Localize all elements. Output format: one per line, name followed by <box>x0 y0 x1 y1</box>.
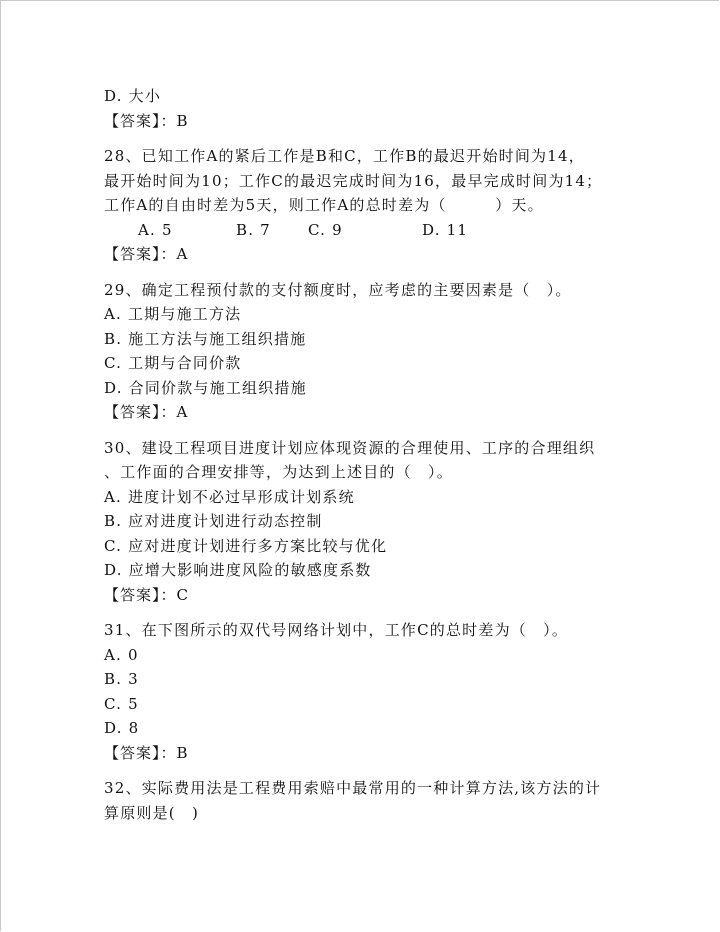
q31-option-b: B. 3 <box>104 670 139 688</box>
question-29 <box>104 278 664 425</box>
q30-stem-line-2: 、工作面的合理安排等，为达到上述目的（ ）。 <box>104 463 453 481</box>
q28-stem-line-1: 28、已知工作A的紧后工作是B和C，工作B的最迟开始时间为14， <box>104 147 585 165</box>
q32-stem-line-2: 算原则是( ) <box>104 803 200 822</box>
q28-option-c: C. 9 <box>308 220 343 239</box>
q30-option-a: A. 进度计划不必过早形成计划系统 <box>104 487 355 506</box>
q31-answer: 【答案】：B <box>104 743 189 762</box>
prev-option-d: D. 大小 <box>104 87 162 105</box>
q29-option-d: D. 合同价款与施工组织措施 <box>104 378 307 397</box>
q28-stem-line-2: 最开始时间为10；工作C的最迟完成时间为16，最早完成时间为14； <box>104 171 603 190</box>
q28-answer: 【答案】：A <box>104 245 189 263</box>
q28-stem-line-3: 工作A的自由时差为5天，则工作A的总时差为（ ）天。 <box>104 196 544 214</box>
q31-option-c: C. 5 <box>104 694 139 713</box>
q28-option-a: A. 5 <box>138 220 173 239</box>
q29-answer: 【答案】：A <box>104 403 189 421</box>
q29-stem: 29、确定工程预付款的支付额度时，应考虑的主要因素是（ ）。 <box>104 280 572 299</box>
q30-option-d: D. 应增大影响进度风险的敏感度系数 <box>104 561 372 579</box>
q28-option-b: B. 7 <box>236 220 271 239</box>
q31-stem: 31、在下图所示的双代号网络计划中，工作C的总时差为（ ）。 <box>104 621 569 639</box>
q31-option-a: A. 0 <box>104 645 139 664</box>
q30-option-c: C. 应对进度计划进行多方案比较与优化 <box>104 536 388 555</box>
q29-option-a: A. 工期与施工方法 <box>104 305 242 323</box>
q30-option-b: B. 应对进度计划进行动态控制 <box>104 512 323 530</box>
question-31 <box>104 618 664 765</box>
q30-answer: 【答案】：C <box>104 585 189 604</box>
prev-answer: 【答案】：B <box>104 111 189 130</box>
q30-stem-line-1: 30、建设工程项目进度计划应体现资源的合理使用、工序的合理组织 <box>104 438 596 457</box>
q32-stem-line-1: 32、实际费用法是工程费用索赔中最常用的一种计算方法,该方法的计 <box>104 779 602 797</box>
q31-option-d: D. 8 <box>104 719 140 737</box>
q28-option-d: D. 11 <box>422 220 469 239</box>
q29-option-b: B. 施工方法与施工组织措施 <box>104 329 307 348</box>
q28-options <box>104 218 664 243</box>
question-28 <box>104 144 664 267</box>
question-32 <box>104 776 664 825</box>
q29-option-c: C. 工期与合同价款 <box>104 354 242 372</box>
question-30 <box>104 436 664 608</box>
document-body <box>104 84 664 825</box>
